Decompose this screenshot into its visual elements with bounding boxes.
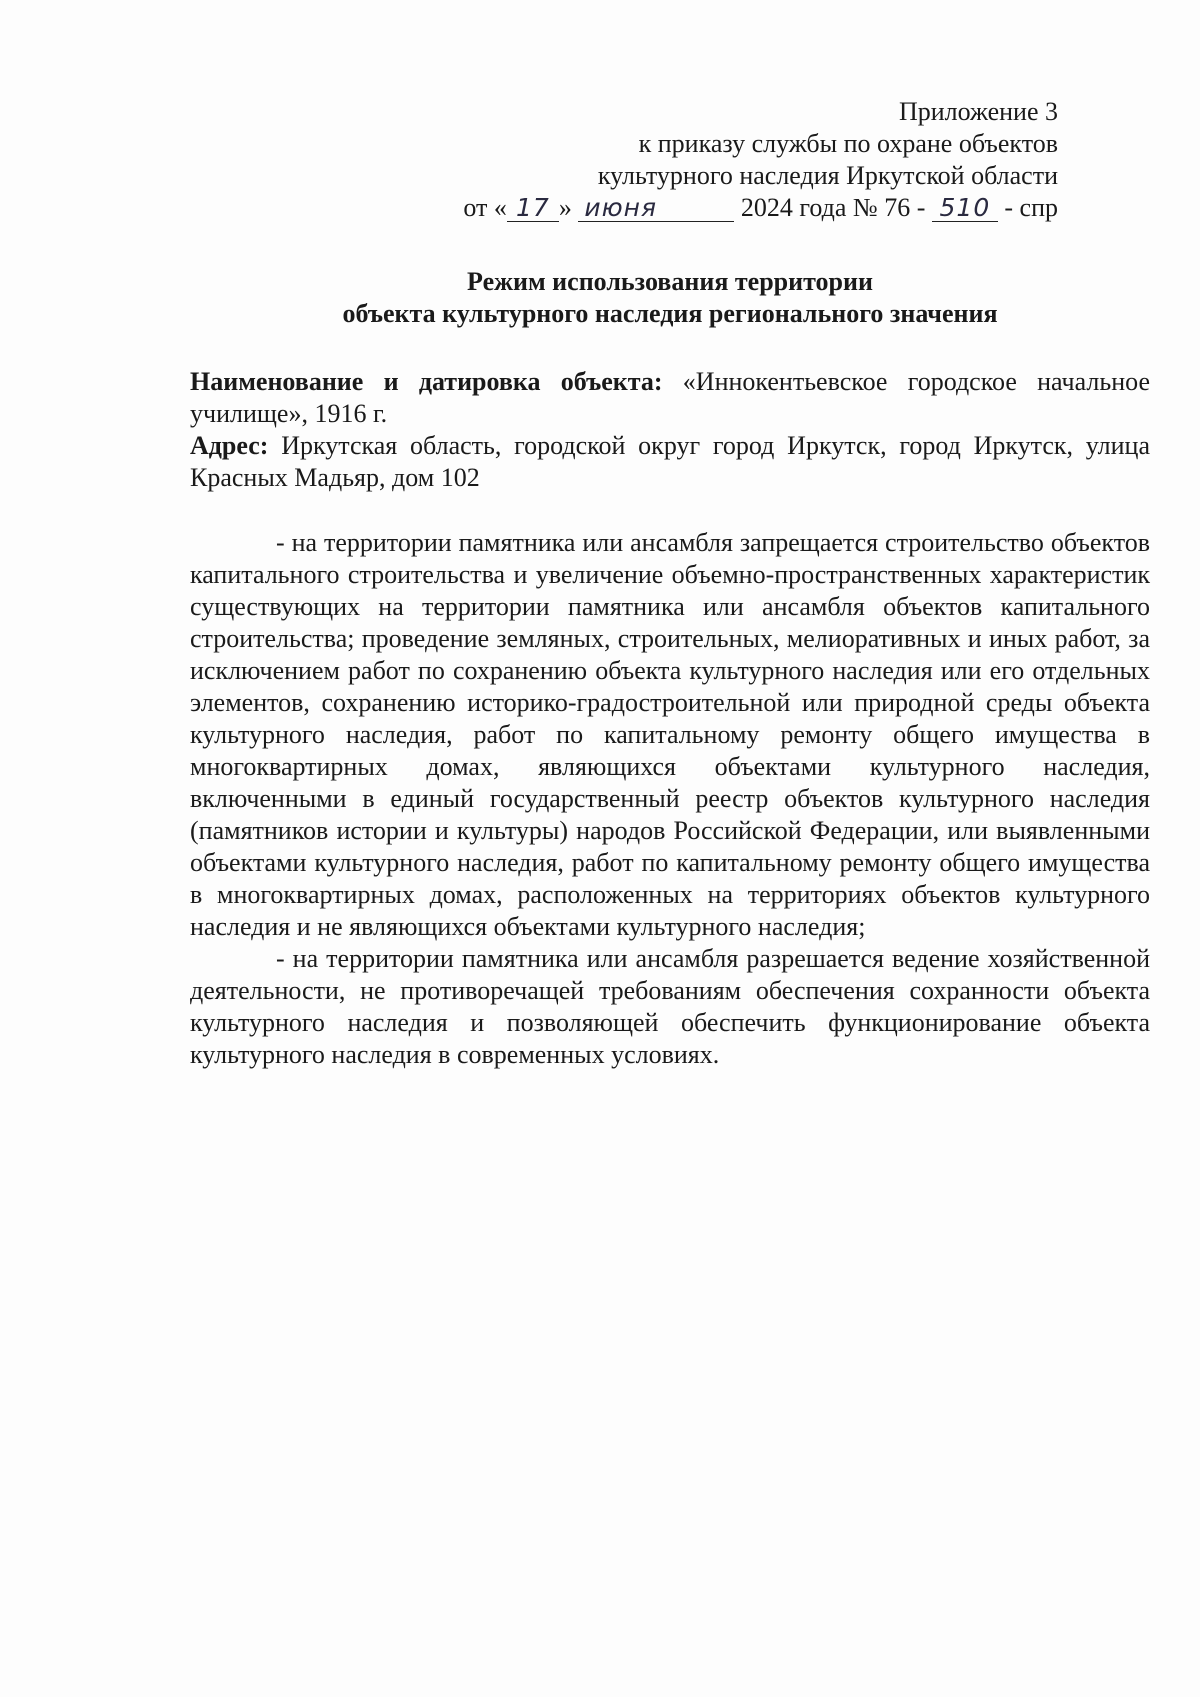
title-line-2: объекта культурного наследия регионального значения [342, 299, 998, 328]
appendix-header [418, 96, 1058, 224]
day-suffix: » [558, 193, 572, 222]
handwritten-day: 17 [515, 193, 550, 222]
document-title [190, 266, 1150, 330]
order-reference-line: к приказу службы по охране объектов [638, 129, 1058, 158]
month-field [578, 195, 734, 222]
object-address [190, 430, 1150, 494]
day-field [507, 195, 559, 222]
title-line-1: Режим использования территории [467, 267, 873, 296]
object-name [190, 366, 1150, 430]
prohibition-paragraph: - на территории памятника или ансамбля запрещается строительство объектов капитального строительства и увеличение объемно-пространственных характеристик существующих на территории памятника или ансамбля объектов капитального строительства; проведение земляных, строительных, мелиоративных и иных работ, за исключением работ по сохранению объекта культурного наследия или его отдельных элементов, сохранению историко-градостроительной или природной среды объекта культурного наследия, работ по капитальному ремонту общего имущества в многоквартирных домах, являющихся объектами культурного наследия, включенными в единый государственный реестр объектов культурного наследия (памятников истории и культуры) народов Российской Федерации, или выявленными объектами культурного наследия, работ по капитальному ремонту общего имущества в многоквартирных домах, расположенных на территориях объектов культурного наследия и не являющихся объектами культурного наследия; [190, 528, 1150, 941]
regime-text [190, 527, 1150, 1071]
handwritten-order-number: 510 [939, 193, 991, 222]
handwritten-month: июня [584, 193, 658, 222]
order-suffix: - спр [1004, 193, 1058, 222]
object-name-label: Наименование и датировка объекта: [190, 367, 663, 396]
object-name-value: «Иннокентьевское городское начальное училище», 1916 г. [190, 367, 1151, 428]
order-date-line [418, 192, 1058, 224]
permission-paragraph: - на территории памятника или ансамбля разрешается ведение хозяйственной деятельности, не противоречащей требованиям обеспечения сохранности объекта культурного наследия и позволяющей обеспечить функционирование объекта культурного наследия в современных условиях. [190, 944, 1150, 1069]
object-address-label: Адрес: [190, 431, 269, 460]
year-and-number-text: 2024 года № 76 - [740, 193, 926, 222]
order-number-field [932, 195, 998, 222]
date-prefix: от « [463, 193, 507, 222]
authority-line: культурного наследия Иркутской области [597, 161, 1058, 190]
object-address-value: Иркутская область, городской округ город Иркутск, город Иркутск, улица Красных Мадьяр, дом 102 [190, 431, 1150, 492]
object-details [190, 366, 1150, 494]
appendix-number: Приложение 3 [898, 97, 1058, 126]
